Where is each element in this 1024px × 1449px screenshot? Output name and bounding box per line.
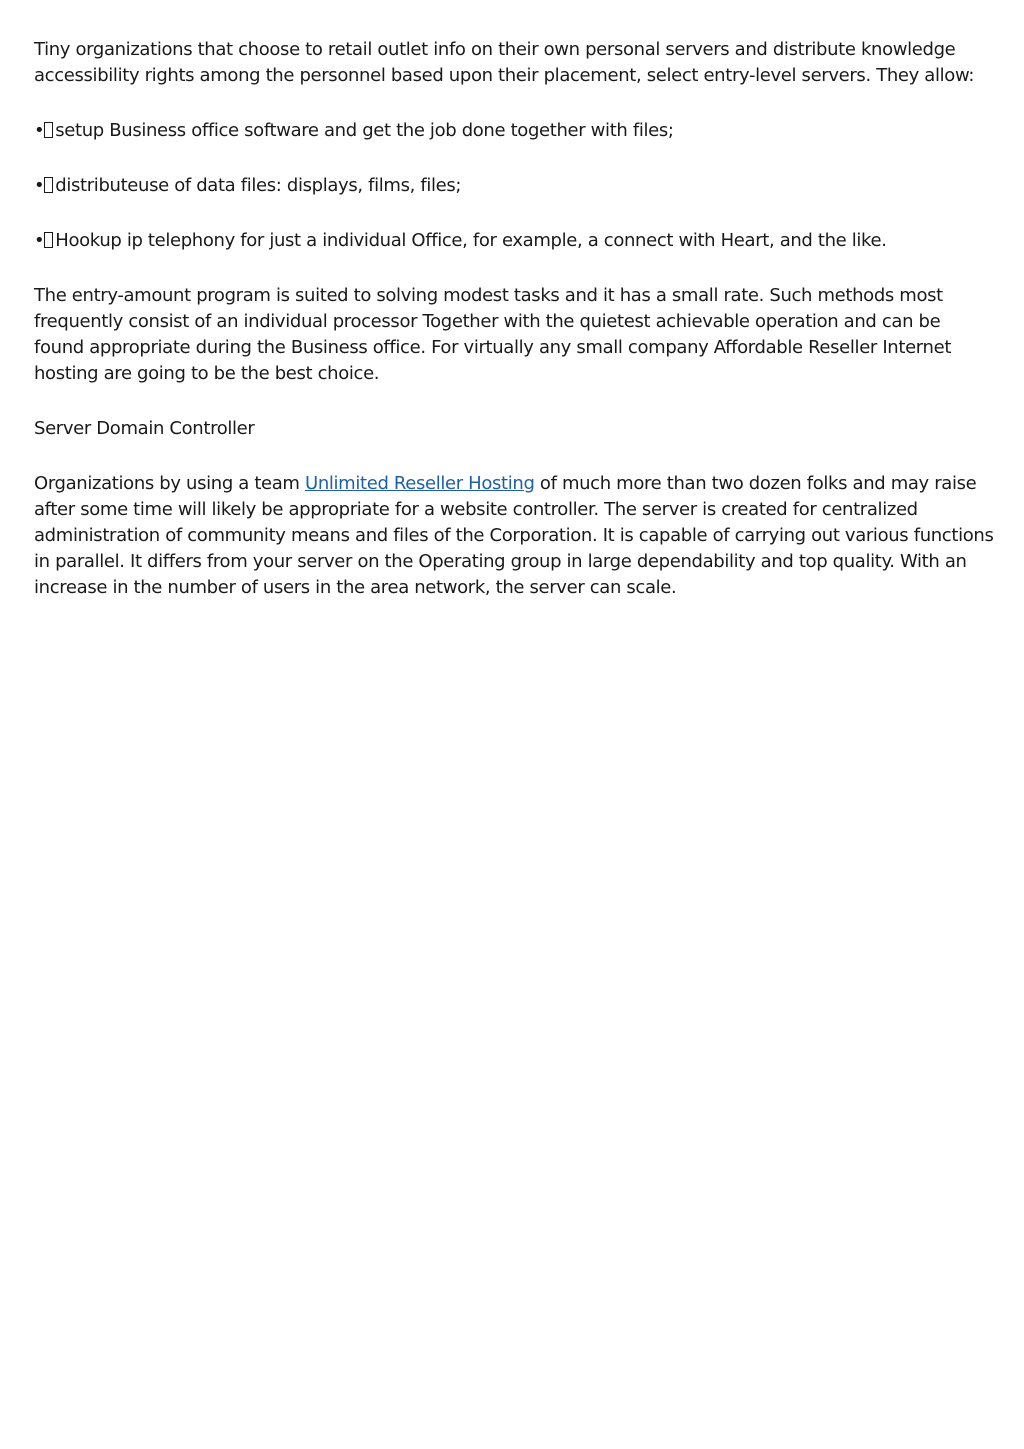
bullet-word: distribute xyxy=(55,175,139,196)
bullet-mark: • xyxy=(34,120,45,141)
list-item xyxy=(34,118,994,144)
domain-controller-paragraph xyxy=(34,471,994,601)
list-item xyxy=(34,173,994,199)
section-heading: Server Domain Controller xyxy=(34,418,255,439)
list-item xyxy=(34,228,994,254)
bullet-text: use of data files: displays, films, files; xyxy=(138,175,462,196)
missing-glyph-icon xyxy=(44,122,53,138)
bullet-text: up ip telephony for just a individual Office, for example, a connect with Heart, and the like. xyxy=(99,230,887,251)
bullet-word: set xyxy=(55,120,82,141)
entry-level-paragraph: The entry-amount program is suited to solving modest tasks and it has a small rate. Such methods most frequently consist of an individual processor Together with the quietest achievable operation and can be found appropriate during the Business office. For virtually any small company Affordable Reseller Internet hosting are going to be the best choice. xyxy=(34,285,952,384)
bullet-word: Hook xyxy=(55,230,100,251)
missing-glyph-icon xyxy=(44,232,53,248)
document-body xyxy=(34,37,994,630)
unlimited-reseller-hosting-link[interactable]: Unlimited Reseller Hosting xyxy=(305,473,535,494)
intro-paragraph: Tiny organizations that choose to retail outlet info on their own personal servers and distribute knowledge accessibility rights among the personnel based upon their placement, select entry-level servers. They allow: xyxy=(34,39,975,86)
bullet-mark: • xyxy=(34,230,45,251)
paragraph-text-after-link: of much more than two dozen folks and may raise after some time will likely be appropriate for a website controller. The server is created for centralized administration of community means and files of the Corporation. It is capable of carrying out various functions in parallel. It differs from your server on the Operating group in large dependability and top quality. With an increase in the number of users in the area network, the server can scale. xyxy=(34,473,994,598)
bullet-text: up Business office software and get the job done together with files; xyxy=(81,120,674,141)
missing-glyph-icon xyxy=(44,177,53,193)
bullet-mark: • xyxy=(34,175,45,196)
paragraph-text-before-link: Organizations by using a team xyxy=(34,473,305,494)
